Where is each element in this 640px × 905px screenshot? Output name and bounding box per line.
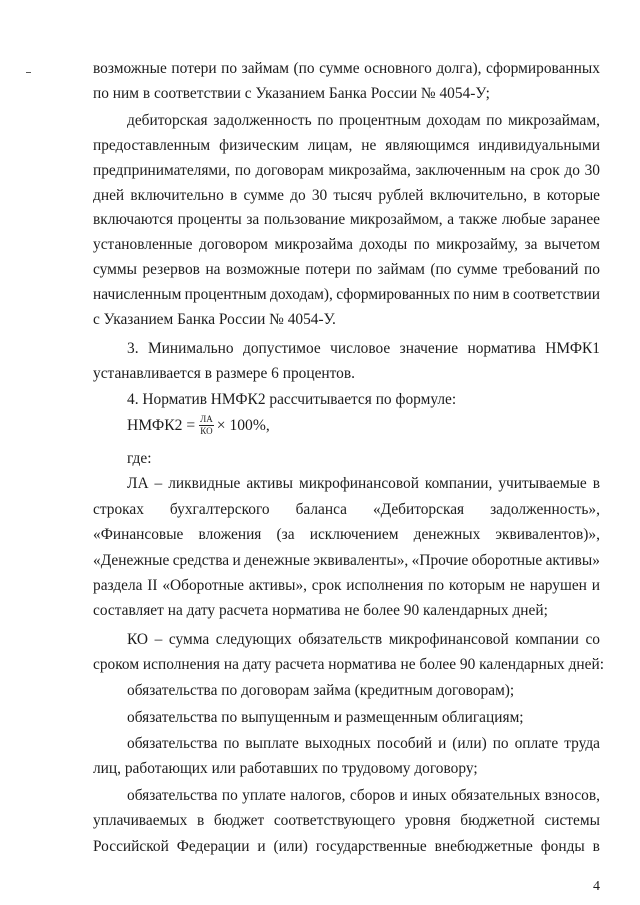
text-line: 3. Минимально допустимое числовое значение норматива НМФК1 bbox=[127, 340, 600, 357]
text-line: «Денежные средства и денежные эквиваленты», «Прочие оборотные активы» bbox=[93, 552, 600, 569]
text-line: обязательства по выпущенным и размещенным облигациям; bbox=[127, 709, 524, 726]
text-line: предпринимателями, по договорам микрозайма, заключенным на срок до 30 bbox=[93, 162, 600, 179]
text-line: лиц, работающих или работавших по трудовому договору; bbox=[93, 760, 478, 777]
page-number: 4 bbox=[593, 879, 600, 894]
text-line: раздела II «Оборотные активы», срок исполнения по которым не нарушен и bbox=[93, 577, 600, 594]
text-line: Российской Федерации и (или) государственные внебюджетные фонды в bbox=[93, 838, 600, 855]
text-line: дебиторская задолженность по процентным доходам по микрозаймам, bbox=[127, 112, 600, 129]
text-line: начисленным процентным доходам), сформированных по ним в соответствии bbox=[93, 286, 600, 303]
text-line: дней включительно в сумме до 30 тысяч рублей включительно, в которые bbox=[93, 187, 600, 204]
text-line: 4. Норматив НМФК2 рассчитывается по формуле: bbox=[127, 391, 457, 408]
text-line: включаются проценты за пользование микрозаймом, а также любые заранее bbox=[93, 211, 600, 228]
text-line: обязательства по уплате налогов, сборов и иных обязательных взносов, bbox=[127, 787, 600, 804]
scan-mark bbox=[26, 72, 31, 73]
formula-lhs: НМФК2 = bbox=[127, 416, 196, 434]
formula-fraction bbox=[199, 415, 214, 437]
text-line: сроком исполнения на дату расчета норматива не более 90 календарных дней: bbox=[93, 656, 604, 673]
text-line: «Финансовые вложения (за исключением денежных эквивалентов)», bbox=[93, 526, 600, 543]
formula-rhs: × 100%, bbox=[216, 416, 270, 434]
text-line: уплачиваемых в бюджет соответствующего уровня бюджетной системы bbox=[93, 812, 600, 829]
text-line: с Указанием Банка России № 4054-У. bbox=[93, 311, 336, 328]
text-line: обязательства по выплате выходных пособий и (или) по оплате труда bbox=[127, 735, 600, 752]
text-line: составляет на дату расчета норматива не более 90 календарных дней; bbox=[93, 602, 548, 619]
text-line: возможные потери по займам (по сумме основного долга), сформированных bbox=[93, 60, 600, 77]
text-line: устанавливается в размере 6 процентов. bbox=[93, 365, 355, 382]
text-line: где: bbox=[127, 450, 152, 467]
text-line: КО – сумма следующих обязательств микрофинансовой компании со bbox=[127, 631, 600, 648]
text-line: суммы резервов на возможные потери по займам (по сумме требований по bbox=[93, 261, 600, 278]
text-line: по ним в соответствии с Указанием Банка России № 4054-У; bbox=[93, 85, 490, 102]
formula-denominator: КО bbox=[200, 426, 213, 437]
text-line: установленные договором микрозайма доходы по микрозайму, за вычетом bbox=[93, 236, 600, 253]
text-line: строках бухгалтерского баланса «Дебиторская задолженность», bbox=[93, 501, 600, 518]
text-line: обязательства по договорам займа (кредитным договорам); bbox=[127, 682, 515, 699]
text-line: ЛА – ликвидные активы микрофинансовой компании, учитываемые в bbox=[127, 475, 600, 492]
formula bbox=[127, 415, 270, 437]
text-line: предоставленным физическим лицам, не являющимся индивидуальными bbox=[93, 137, 600, 154]
formula-numerator: ЛА bbox=[199, 415, 214, 426]
